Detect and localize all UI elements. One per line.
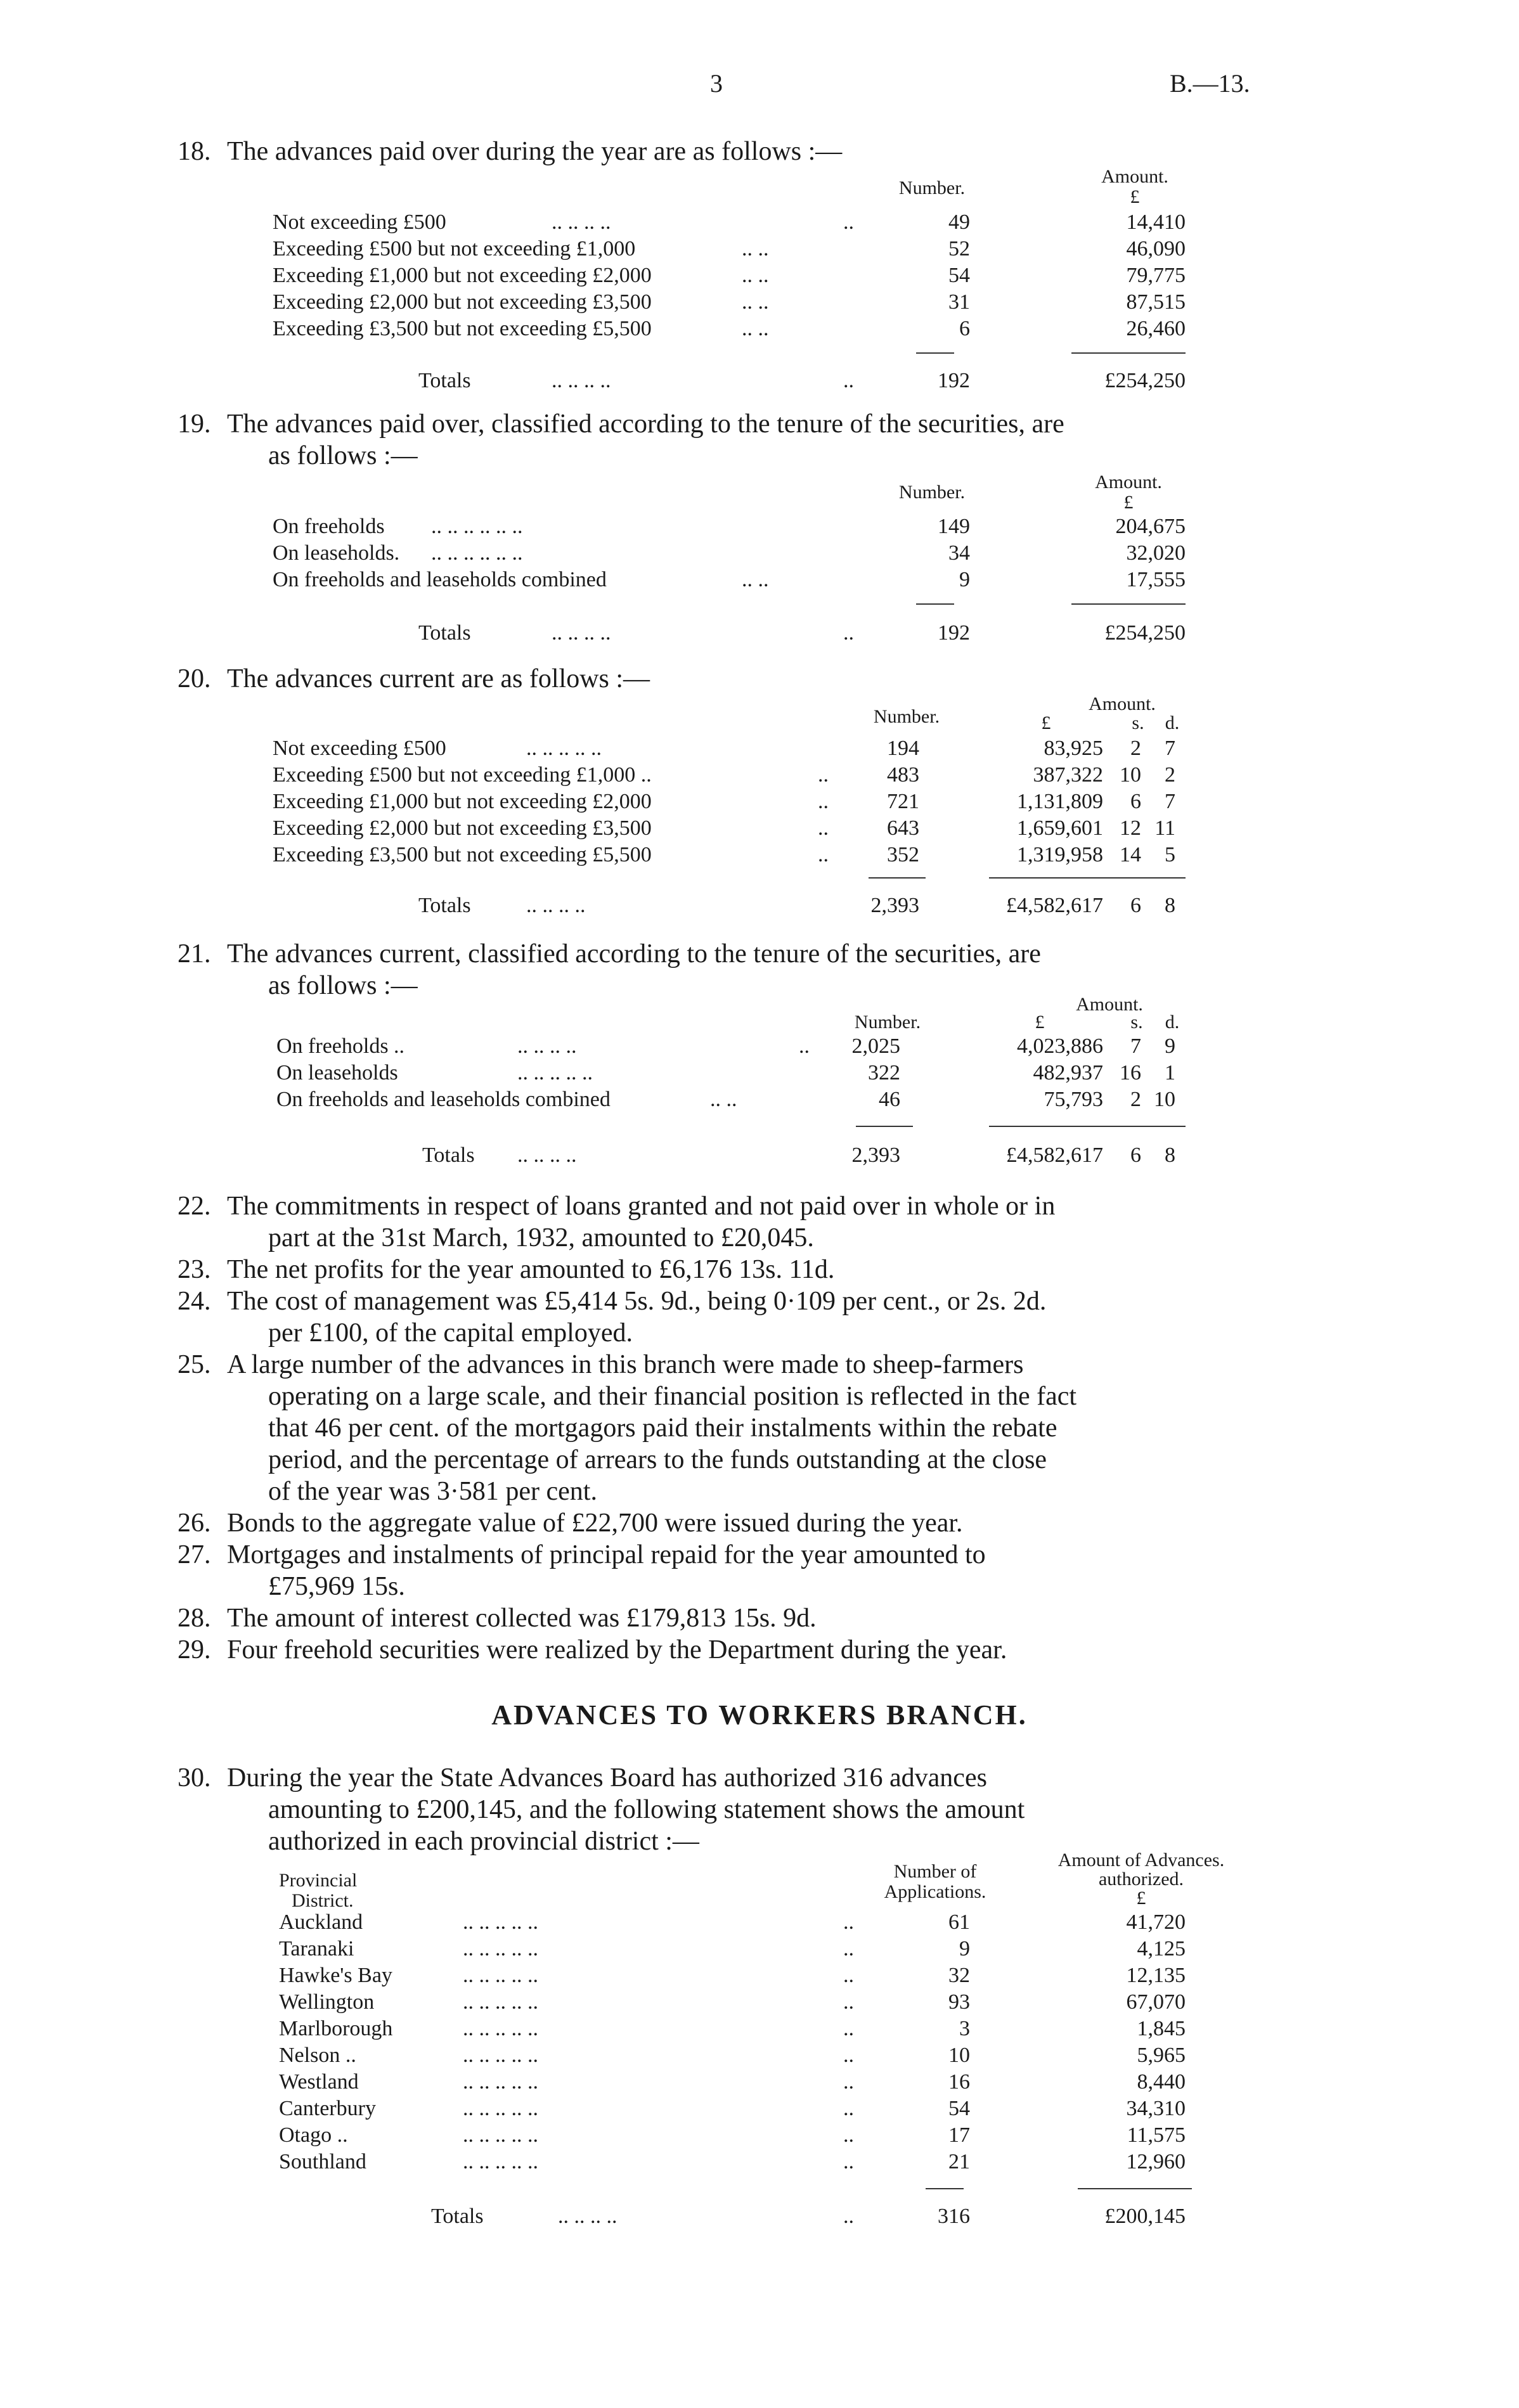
paragraph-text: Four freehold securities were realized by the Department during the year. xyxy=(227,1635,1007,1664)
paragraph-26 xyxy=(178,1507,1281,1539)
row-shillings: 16 xyxy=(1120,1061,1141,1085)
row-label: Totals xyxy=(418,369,471,392)
paragraph-text: The net profits for the year amounted to £6,176 13s. 11d. xyxy=(227,1255,835,1284)
table-row xyxy=(0,1964,1519,1990)
leader-dots: .. xyxy=(843,621,854,645)
table-row xyxy=(0,568,1519,595)
row-label: Hawke's Bay xyxy=(279,1964,392,1987)
row-shillings: 10 xyxy=(1120,763,1141,787)
rule xyxy=(869,877,926,879)
row-label: Otago .. xyxy=(279,2123,348,2147)
totals-row xyxy=(0,369,1519,396)
totals-row xyxy=(0,1143,1519,1170)
rule xyxy=(989,1126,1186,1127)
table-row xyxy=(0,515,1519,541)
table-row xyxy=(0,317,1519,344)
leader-dots: .. .. .. .. .. xyxy=(463,1990,538,2014)
leader-dots: .. .. .. .. .. .. xyxy=(431,541,523,565)
row-number: 16 xyxy=(948,2070,970,2094)
table-row xyxy=(0,2097,1519,2123)
table-row xyxy=(0,1910,1519,1937)
table-row xyxy=(0,290,1519,317)
col-header-amount: Amount. xyxy=(1095,472,1162,493)
row-amount: 87,515 xyxy=(1126,290,1186,314)
row-amount: 204,675 xyxy=(1115,515,1186,538)
col-header-amount: Amount. xyxy=(1076,994,1143,1015)
leader-dots: .. .. .. .. xyxy=(558,2205,617,2228)
table-row xyxy=(0,1088,1519,1114)
paragraph-text: Bonds to the aggregate value of £22,700 were issued during the year. xyxy=(227,1509,963,1538)
row-amount: 46,090 xyxy=(1126,237,1186,261)
row-label: Not exceeding £500 xyxy=(273,737,446,760)
paragraph-text: The advances current, classified according to the tenure of the securities, are xyxy=(227,939,1041,969)
leader-dots: .. .. .. .. .. xyxy=(463,2150,538,2173)
col-header-amount-unit: £ xyxy=(1130,186,1140,207)
row-number: 194 xyxy=(887,737,919,760)
paragraph-29 xyxy=(178,1634,1281,1666)
paragraph-30 xyxy=(178,1762,1281,1857)
col-header-amount-unit: £ xyxy=(1123,492,1134,513)
paragraph-text: The advances current are as follows :— xyxy=(227,664,650,693)
row-label: Marlborough xyxy=(279,2017,393,2040)
paragraph-22 xyxy=(178,1190,1281,1254)
row-pounds: 4,023,886 xyxy=(1017,1034,1103,1058)
row-shillings: 6 xyxy=(1130,790,1141,813)
totals-row xyxy=(0,894,1519,920)
row-label: Totals xyxy=(422,1143,475,1167)
leader-dots: .. xyxy=(843,1910,854,1934)
paragraph-text: During the year the State Advances Board has authorized 316 advances xyxy=(227,1763,987,1793)
row-pence: 2 xyxy=(1165,763,1175,787)
table-row xyxy=(0,763,1519,790)
leader-dots: .. .. .. .. xyxy=(526,894,586,917)
row-label: Totals xyxy=(418,894,471,917)
paragraph-number: 30. xyxy=(178,1763,211,1793)
paragraph-20 xyxy=(178,663,1281,695)
leader-dots: .. xyxy=(799,1034,810,1058)
row-number: 10 xyxy=(948,2044,970,2067)
col-header-pence: d. xyxy=(1165,712,1180,733)
row-amount: 1,845 xyxy=(1137,2017,1186,2040)
paragraph-text: The amount of interest collected was £179,813 15s. 9d. xyxy=(227,1604,817,1633)
col-header-number: Number. xyxy=(898,177,966,198)
row-label: Canterbury xyxy=(279,2097,376,2120)
row-number: 2,025 xyxy=(851,1034,900,1058)
leader-dots: .. xyxy=(843,2044,854,2067)
row-label: Exceeding £3,500 but not exceeding £5,500 xyxy=(273,317,652,340)
col-header-number: Number. xyxy=(854,1012,921,1033)
leader-dots: .. .. .. .. xyxy=(552,621,611,645)
col-header-shillings: s. xyxy=(1130,1012,1143,1033)
row-number: 192 xyxy=(938,369,970,392)
leader-dots: .. .. .. .. xyxy=(517,1034,577,1058)
paragraph-text: part at the 31st March, 1932, amounted to £20,045. xyxy=(268,1223,814,1252)
row-label: Exceeding £1,000 but not exceeding £2,000 xyxy=(273,790,652,813)
row-label: Nelson .. xyxy=(279,2044,356,2067)
leader-dots: .. xyxy=(818,763,829,787)
paragraph-25 xyxy=(178,1349,1281,1507)
leader-dots: .. .. xyxy=(742,317,769,340)
rule xyxy=(1078,2188,1192,2189)
paragraph-number: 27. xyxy=(178,1540,211,1569)
rule xyxy=(1071,352,1186,354)
row-label: Exceeding £1,000 but not exceeding £2,000 xyxy=(273,264,652,287)
row-shillings: 7 xyxy=(1130,1034,1141,1058)
row-pence: 8 xyxy=(1165,1143,1175,1167)
rule xyxy=(926,2188,964,2189)
row-label: Exceeding £2,000 but not exceeding £3,500 xyxy=(273,290,652,314)
col-header-shillings: s. xyxy=(1132,712,1144,733)
document-code: B.—13. xyxy=(1170,69,1250,98)
paragraph-text: The advances paid over, classified according to the tenure of the securities, are xyxy=(227,409,1064,439)
row-label: Exceeding £3,500 but not exceeding £5,500 xyxy=(273,843,652,866)
col-header-pounds: £ xyxy=(1035,1012,1045,1033)
row-amount: £254,250 xyxy=(1104,369,1186,392)
row-number: 32 xyxy=(948,1964,970,1987)
row-number: 316 xyxy=(938,2205,970,2228)
totals-row xyxy=(0,621,1519,648)
row-amount: 5,965 xyxy=(1137,2044,1186,2067)
row-pounds: £4,582,617 xyxy=(1006,1143,1103,1167)
leader-dots: .. .. .. .. xyxy=(552,210,611,234)
row-pence: 11 xyxy=(1154,816,1175,840)
leader-dots: .. .. .. .. .. xyxy=(463,2123,538,2147)
row-label: Wellington xyxy=(279,1990,375,2014)
row-pence: 9 xyxy=(1165,1034,1175,1058)
row-label: Totals xyxy=(418,621,471,645)
table-row xyxy=(0,790,1519,816)
col-header-district: District. xyxy=(292,1890,354,1911)
page-number: 3 xyxy=(710,69,723,98)
row-pounds: 1,131,809 xyxy=(1017,790,1103,813)
row-number: 21 xyxy=(948,2150,970,2173)
rule xyxy=(916,603,954,605)
row-label: On freeholds and leaseholds combined xyxy=(276,1088,611,1111)
leader-dots: .. xyxy=(843,2123,854,2147)
row-number: 54 xyxy=(948,2097,970,2120)
col-header-number: Number. xyxy=(898,482,966,503)
paragraph-text: authorized in each provincial district :— xyxy=(268,1827,699,1856)
paragraph-text: amounting to £200,145, and the following statement shows the amount xyxy=(268,1795,1025,1824)
paragraph-number: 22. xyxy=(178,1192,211,1221)
table-row xyxy=(0,2123,1519,2150)
paragraph-text: £75,969 15s. xyxy=(268,1572,405,1601)
row-amount: 4,125 xyxy=(1137,1937,1186,1961)
row-number: 54 xyxy=(948,264,970,287)
row-number: 52 xyxy=(948,237,970,261)
paragraph-number: 26. xyxy=(178,1509,211,1538)
paragraph-23 xyxy=(178,1254,1281,1285)
row-label: Exceeding £500 but not exceeding £1,000 .. xyxy=(273,763,652,787)
row-pounds: 482,937 xyxy=(1033,1061,1103,1085)
row-label: Taranaki xyxy=(279,1937,354,1961)
col-header-amount-unit: £ xyxy=(1136,1888,1146,1909)
table-row xyxy=(0,2150,1519,2177)
leader-dots: .. .. xyxy=(742,568,769,591)
row-label: On leaseholds. xyxy=(273,541,400,565)
row-pounds: 387,322 xyxy=(1033,763,1103,787)
row-shillings: 6 xyxy=(1130,894,1141,917)
table-row xyxy=(0,737,1519,763)
paragraph-number: 23. xyxy=(178,1255,211,1284)
row-shillings: 6 xyxy=(1130,1143,1141,1167)
paragraph-number: 25. xyxy=(178,1350,211,1379)
row-amount: 26,460 xyxy=(1126,317,1186,340)
leader-dots: .. xyxy=(843,2150,854,2173)
row-number: 322 xyxy=(868,1061,900,1085)
row-number: 17 xyxy=(948,2123,970,2147)
row-shillings: 12 xyxy=(1120,816,1141,840)
leader-dots: .. .. .. .. .. xyxy=(463,1910,538,1934)
row-amount: 8,440 xyxy=(1137,2070,1186,2094)
row-label: Southland xyxy=(279,2150,366,2173)
leader-dots: .. .. .. .. .. xyxy=(526,737,602,760)
rule xyxy=(856,1126,913,1127)
leader-dots: .. .. .. .. .. xyxy=(463,2070,538,2094)
row-number: 6 xyxy=(959,317,970,340)
leader-dots: .. xyxy=(818,816,829,840)
leader-dots: .. .. .. .. .. xyxy=(463,2044,538,2067)
row-label: Totals xyxy=(431,2205,484,2228)
table-row xyxy=(0,210,1519,237)
leader-dots: .. xyxy=(843,2205,854,2228)
row-pence: 8 xyxy=(1165,894,1175,917)
row-pounds: 1,319,958 xyxy=(1017,843,1103,866)
row-amount: 17,555 xyxy=(1126,568,1186,591)
row-pounds: 75,793 xyxy=(1044,1088,1103,1111)
row-pounds: 1,659,601 xyxy=(1017,816,1103,840)
leader-dots: .. xyxy=(843,1937,854,1961)
paragraph-number: 24. xyxy=(178,1287,211,1316)
row-pence: 10 xyxy=(1154,1088,1175,1111)
row-pence: 5 xyxy=(1165,843,1175,866)
row-amount: 11,575 xyxy=(1127,2123,1186,2147)
col-header-amount: Amount of Advances. xyxy=(1057,1850,1225,1870)
leader-dots: .. .. .. .. .. xyxy=(463,1964,538,1987)
row-number: 93 xyxy=(948,1990,970,2014)
leader-dots: .. .. xyxy=(742,237,769,261)
leader-dots: .. xyxy=(843,210,854,234)
row-shillings: 2 xyxy=(1130,1088,1141,1111)
table-row xyxy=(0,541,1519,568)
paragraph-28 xyxy=(178,1602,1281,1634)
row-shillings: 14 xyxy=(1120,843,1141,866)
row-pence: 7 xyxy=(1165,737,1175,760)
paragraph-text: A large number of the advances in this branch were made to sheep-farmers xyxy=(227,1350,1024,1379)
section-heading: ADVANCES TO WORKERS BRANCH. xyxy=(491,1699,1028,1730)
row-label: Auckland xyxy=(279,1910,363,1934)
paragraph-27 xyxy=(178,1539,1281,1602)
row-label: Exceeding £2,000 but not exceeding £3,500 xyxy=(273,816,652,840)
paragraph-number: 19. xyxy=(178,409,211,439)
row-amount: 67,070 xyxy=(1126,1990,1186,2014)
rule xyxy=(916,352,954,354)
leader-dots: .. xyxy=(843,2070,854,2094)
leader-dots: .. .. xyxy=(710,1088,737,1111)
paragraph-text: The commitments in respect of loans granted and not paid over in whole or in xyxy=(227,1192,1056,1221)
row-amount: 14,410 xyxy=(1126,210,1186,234)
col-header-amount: Amount. xyxy=(1089,693,1156,714)
leader-dots: .. xyxy=(843,369,854,392)
row-number: 9 xyxy=(959,1937,970,1961)
row-label: Exceeding £500 but not exceeding £1,000 xyxy=(273,237,636,261)
row-shillings: 2 xyxy=(1130,737,1141,760)
leader-dots: .. .. .. .. .. xyxy=(463,2017,538,2040)
table-row xyxy=(0,1990,1519,2017)
row-number: 3 xyxy=(959,2017,970,2040)
col-header-applications: Number of xyxy=(893,1861,977,1882)
table-row xyxy=(0,1061,1519,1088)
row-amount: £254,250 xyxy=(1104,621,1186,645)
leader-dots: .. .. xyxy=(742,264,769,287)
paragraph-text: period, and the percentage of arrears to the funds outstanding at the close xyxy=(268,1445,1047,1474)
row-label: On freeholds and leaseholds combined xyxy=(273,568,607,591)
row-number: 61 xyxy=(948,1910,970,1934)
leader-dots: .. xyxy=(843,1990,854,2014)
row-number: 721 xyxy=(887,790,919,813)
leader-dots: .. xyxy=(818,790,829,813)
row-label: On leaseholds xyxy=(276,1061,398,1085)
rule xyxy=(989,877,1186,879)
row-label: On freeholds .. xyxy=(276,1034,405,1058)
leader-dots: .. .. .. .. .. xyxy=(517,1061,593,1085)
row-amount: 79,775 xyxy=(1126,264,1186,287)
paragraph-24 xyxy=(178,1285,1281,1349)
leader-dots: .. xyxy=(843,2097,854,2120)
paragraph-text: as follows :— xyxy=(268,971,418,1000)
row-pence: 1 xyxy=(1165,1061,1175,1085)
table-row xyxy=(0,237,1519,264)
col-header-district: Provincial xyxy=(279,1870,358,1891)
paragraph-21 xyxy=(178,938,1281,1001)
row-amount: £200,145 xyxy=(1104,2205,1186,2228)
leader-dots: .. .. xyxy=(742,290,769,314)
col-header-applications: Applications. xyxy=(884,1881,986,1902)
paragraph-text: Mortgages and instalments of principal repaid for the year amounted to xyxy=(227,1540,986,1569)
leader-dots: .. xyxy=(818,843,829,866)
row-number: 643 xyxy=(887,816,919,840)
rule xyxy=(1071,603,1186,605)
row-amount: 41,720 xyxy=(1126,1910,1186,1934)
paragraph-number: 20. xyxy=(178,664,211,693)
totals-row xyxy=(0,2205,1519,2231)
leader-dots: .. .. .. .. .. xyxy=(463,1937,538,1961)
table-row xyxy=(0,1937,1519,1964)
col-header-amount: authorized. xyxy=(1098,1869,1184,1890)
row-amount: 34,310 xyxy=(1126,2097,1186,2120)
row-number: 2,393 xyxy=(851,1143,900,1167)
col-header-pounds: £ xyxy=(1041,712,1051,733)
row-label: Westland xyxy=(279,2070,359,2094)
table-row xyxy=(0,2070,1519,2097)
row-number: 149 xyxy=(938,515,970,538)
row-number: 46 xyxy=(879,1088,900,1111)
paragraph-text: operating on a large scale, and their financial position is reflected in the fact xyxy=(268,1382,1077,1411)
row-number: 49 xyxy=(948,210,970,234)
table-row xyxy=(0,843,1519,870)
row-number: 352 xyxy=(887,843,919,866)
table-row xyxy=(0,264,1519,290)
table-row xyxy=(0,2044,1519,2070)
row-pounds: £4,582,617 xyxy=(1006,894,1103,917)
col-header-pence: d. xyxy=(1165,1012,1180,1033)
leader-dots: .. .. .. .. .. .. xyxy=(431,515,523,538)
paragraph-text: per £100, of the capital employed. xyxy=(268,1318,633,1348)
paragraph-text: as follows :— xyxy=(268,441,418,470)
paragraph-text: that 46 per cent. of the mortgagors paid their instalments within the rebate xyxy=(268,1413,1057,1443)
paragraph-number: 28. xyxy=(178,1604,211,1633)
paragraph-number: 18. xyxy=(178,137,211,166)
paragraph-19 xyxy=(178,408,1281,472)
leader-dots: .. xyxy=(843,2017,854,2040)
row-number: 9 xyxy=(959,568,970,591)
row-label: On freeholds xyxy=(273,515,385,538)
paragraph-18 xyxy=(178,136,1281,167)
paragraph-number: 21. xyxy=(178,939,211,969)
row-amount: 12,135 xyxy=(1126,1964,1186,1987)
paragraph-text: of the year was 3·581 per cent. xyxy=(268,1477,597,1506)
table-row xyxy=(0,816,1519,843)
row-number: 2,393 xyxy=(870,894,919,917)
row-pence: 7 xyxy=(1165,790,1175,813)
table-row xyxy=(0,2017,1519,2044)
row-number: 34 xyxy=(948,541,970,565)
leader-dots: .. .. .. .. .. xyxy=(463,2097,538,2120)
row-number: 483 xyxy=(887,763,919,787)
leader-dots: .. .. .. .. xyxy=(552,369,611,392)
row-amount: 12,960 xyxy=(1126,2150,1186,2173)
row-label: Not exceeding £500 xyxy=(273,210,446,234)
paragraph-text: The advances paid over during the year are as follows :— xyxy=(227,137,843,166)
paragraph-number: 29. xyxy=(178,1635,211,1664)
col-header-number: Number. xyxy=(873,706,940,727)
row-pounds: 83,925 xyxy=(1044,737,1103,760)
col-header-amount: Amount. xyxy=(1101,166,1168,187)
paragraph-text: The cost of management was £5,414 5s. 9d., being 0·109 per cent., or 2s. 2d. xyxy=(227,1287,1047,1316)
row-number: 192 xyxy=(938,621,970,645)
row-amount: 32,020 xyxy=(1126,541,1186,565)
table-row xyxy=(0,1034,1519,1061)
row-number: 31 xyxy=(948,290,970,314)
leader-dots: .. xyxy=(843,1964,854,1987)
leader-dots: .. .. .. .. xyxy=(517,1143,577,1167)
